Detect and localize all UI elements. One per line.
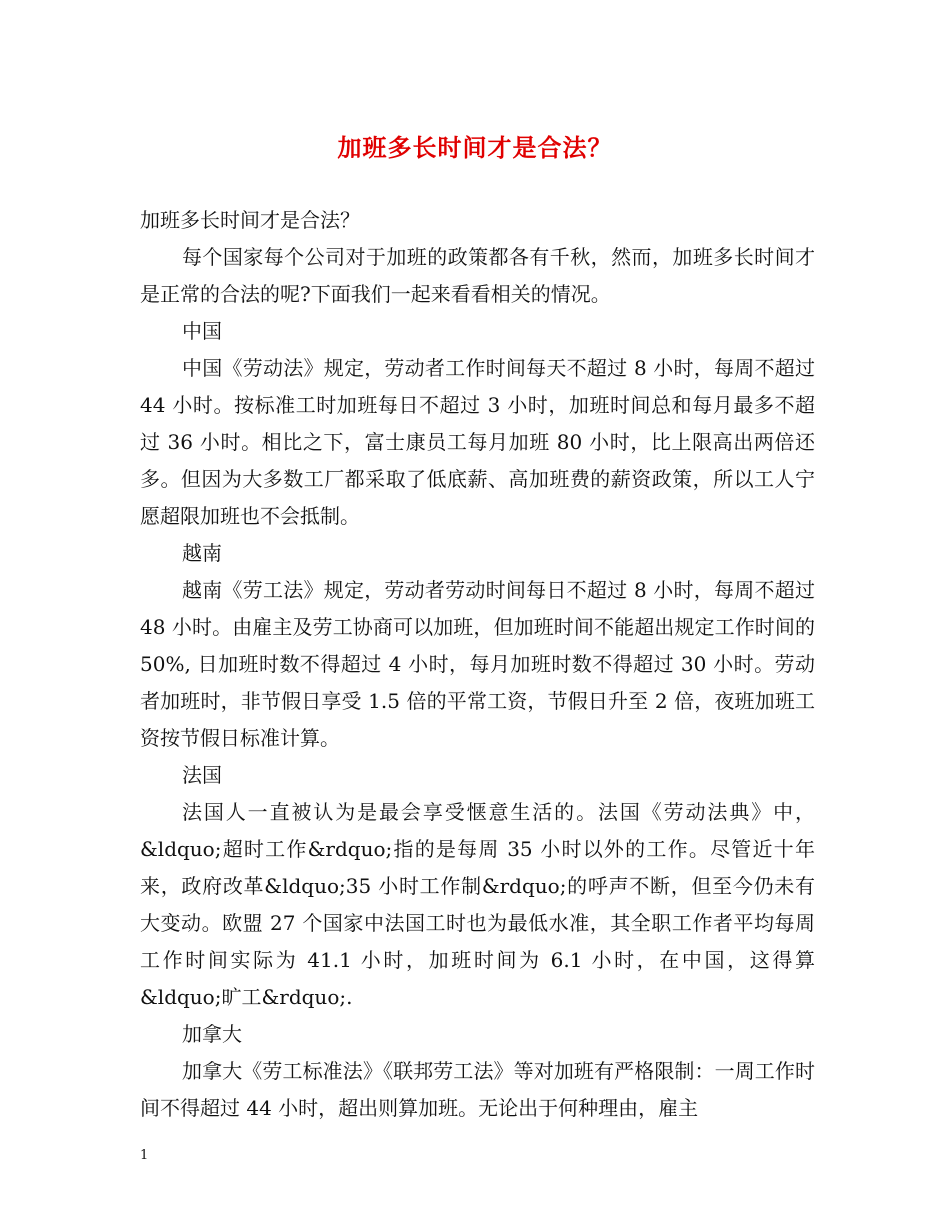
section-heading-china: 中国: [182, 319, 222, 343]
section-heading-canada: 加拿大: [182, 1022, 242, 1046]
paragraph-intro: 每个国家每个公司对于加班的政策都各有千秋，然而，加班多长时间才是正常的合法的呢?下面我们一起来看看相关的情况。: [140, 245, 815, 306]
section-heading-france: 法国: [182, 763, 222, 787]
page-number: 1: [140, 1148, 149, 1163]
paragraph-lead-title: 加班多长时间才是合法？: [140, 208, 360, 232]
paragraph-canada: 加拿大《劳工标准法》《联邦劳工法》等对加班有严格限制：一周工作时间不得超过 44 小时，超出则算加班。无论出于何种理由，雇主: [140, 1059, 815, 1120]
paragraph-france: 法国人一直被认为是最会享受惬意生活的。法国《劳动法典》中，&ldquo;超时工作&rdquo;指的是每周 35 小时以外的工作。尽管近十年来，政府改革&ldquo;35 小时工作制&rdquo;的呼声不断，但至今仍未有大变动。欧盟 27 个国家中法国工时也为最低水准，其全职工作者平均每周工作时间实际为 41.1 小时，加班时间为 6.1 小时，在中国，这得算&ldquo;旷工&rdquo;.: [140, 800, 815, 1009]
paragraph-vietnam: 越南《劳工法》规定，劳动者劳动时间每日不超过 8 小时，每周不超过 48 小时。由雇主及劳工协商可以加班，但加班时间不能超出规定工作时间的 50%, 日加班时数不得超过 4 小时，每月加班时数不得超过 30 小时。劳动者加班时，非节假日享受 1.5 倍的平常工资，节假日升至 2 倍，夜班加班工资按节假日标准计算。: [140, 578, 815, 750]
paragraph-china: 中国《劳动法》规定，劳动者工作时间每天不超过 8 小时，每周不超过 44 小时。按标准工时加班每日不超过 3 小时，加班时间总和每月最多不超过 36 小时。相比之下，富士康员工每月加班 80 小时，比上限高出两倍还多。但因为大多数工厂都采取了低底薪、高加班费的薪资政策，所以工人宁愿超限加班也不会抵制。: [140, 356, 815, 528]
document-title: 加班多长时间才是合法？: [337, 133, 613, 162]
section-heading-vietnam: 越南: [182, 541, 222, 565]
document-body: [140, 202, 815, 1127]
